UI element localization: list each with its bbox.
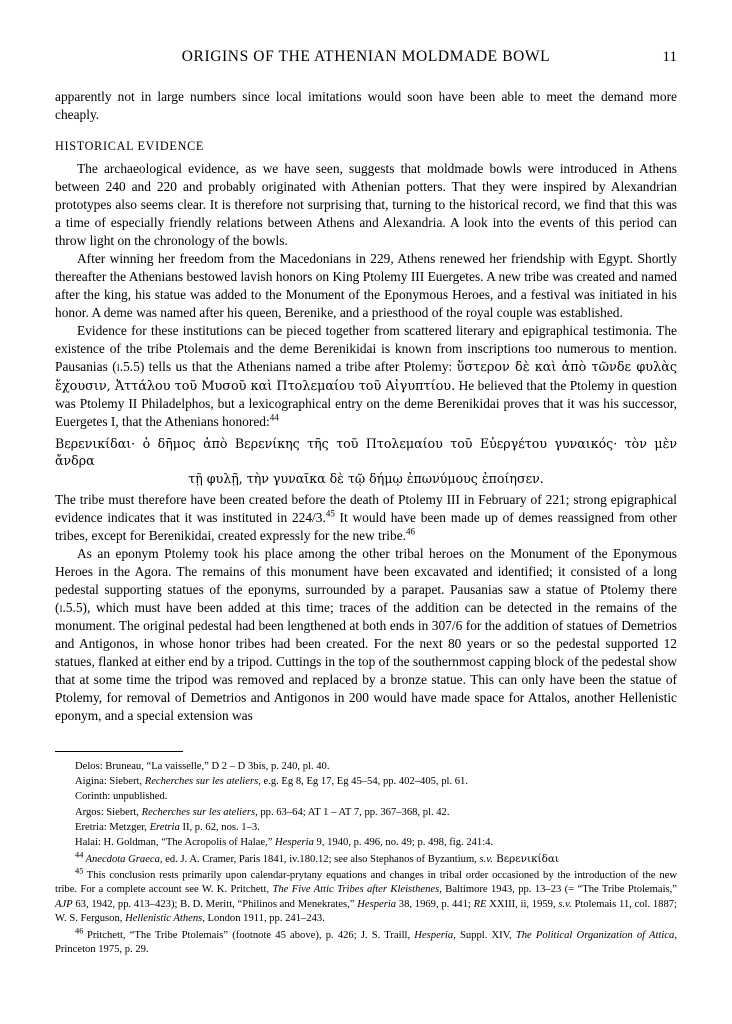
paragraph-freedom-macedonians: After winning her freedom from the Macedonians in 229, Athens renewed her friendship with Egypt. Shortly thereafter the Athenians bestowed lavish honors on King Ptolemy III Euergetes. A new tribe was created and named after the king, his statue was added to the Monument of the Eponymous Heroes, and a festival was initiated in his honor. A deme was named after his queen, Berenike, and a priesthood of the royal couple was established.: [55, 251, 677, 321]
paragraph-eponym-monument: [55, 545, 677, 725]
para4-part-b: It would have been made up of demes reassigned from other tribes, except for Berenikidai, created expressly for the new tribe.: [55, 510, 677, 544]
para3-part-b: tells us that the Athenians named a tribe after Ptolemy:: [144, 359, 457, 375]
footnote-45: [55, 866, 677, 927]
paragraph-institutions-evidence: [55, 322, 677, 431]
footnote-separator-rule: [55, 751, 183, 752]
note-fragment: Ptolemais 11, col. 1887; W. S. Ferguson,: [55, 898, 677, 925]
page-header: [55, 48, 677, 66]
note-fragment: XXIII, ii, 1959,: [486, 898, 559, 910]
para5-part-b: , which must have been added at this time; traces of the addition can be detected in the remains of the monument. The original pedestal had been lengthened at both ends in 307/6 for the addition of statues of Demetrios and Antigonos, in whose honor tribes had been created. For the next 80 years or so the pedestal supported 12 statues, flanked at either end by a tripod. Cuttings in the top of the southernmost capping block of the pedestal show that at some time the tripod was removed and replaced by a bronze statue. This can only have been the statue of Ptolemy, for removal of Demetrios and Antigonos in 200 would have made space for Attalos, another Hellenistic eponym, and a special extension was: [55, 600, 677, 724]
paragraph-tribe-creation: [55, 491, 677, 545]
note-fragment: Princeton 1975, p. 29.: [55, 944, 149, 956]
note-fragment: Corinth: unpublished.: [75, 791, 168, 803]
note-fragment: Hellenistic Athens,: [125, 913, 205, 925]
note-fragment: Hesperia,: [414, 929, 456, 941]
note-fragment: RE: [473, 898, 487, 910]
greek-quote-line-1: Βερενικίδαι· ὁ δῆμος ἀπὸ Βερενίκης τῆς τοῦ Πτολεμαίου τοῦ Εὐεργέτου γυναικός· τὸν μὲν ἄνδρα: [55, 435, 677, 469]
article-body: [55, 88, 677, 725]
para4-part-a: The tribe must therefore have been created before the death of Ptolemy III in February of 221; strong epigraphical evidence indicates that it was instituted in 224/3.: [55, 492, 677, 526]
running-title: ORIGINS OF THE ATHENIAN MOLDMADE BOWL: [181, 48, 551, 65]
paragraph-continued: apparently not in large numbers since local imitations would soon have been able to meet the demand more cheaply.: [55, 89, 677, 123]
note-fragment: AJP: [55, 898, 73, 910]
note-fragment: iv.180.12;: [289, 853, 332, 865]
note-fragment: 63, 1942, pp. 413–423); B. D. Meritt, “Philinos and Menekrates,”: [72, 898, 358, 910]
note-fragment: Hesperia: [357, 898, 397, 910]
para3-part-a: Evidence for these institutions can be pieced together from scattered literary and epigraphical testimonia. The existence of the tribe Ptolemais and the deme Berenikidai is known from inscriptions too numerous to mention. Pausanias: [55, 323, 677, 375]
note-fragment: Argos: Siebert,: [75, 806, 142, 818]
note-fragment: see also Stephanos of Byzantium,: [331, 853, 480, 865]
footnote-marker-45: 45: [325, 508, 335, 519]
note-line-eretria: [55, 820, 677, 835]
note-line-aigina: [55, 774, 677, 789]
para3-citation-pausanias: (i.5.5): [112, 359, 145, 375]
note-fragment: s.v.: [558, 898, 572, 910]
note-fragment: e.g. Eg 8, Eg 17, Eg 45–54, pp. 402–405, pl. 61.: [260, 776, 468, 788]
note-fragment: Pritchett, “The Tribe Ptolemais” (footnote 45 above), p. 426; J. S. Traill,: [87, 929, 415, 941]
note-fragment: ed. J. A. Cramer, Paris 1841,: [162, 853, 290, 865]
note-fragment: Aigina: Siebert,: [75, 776, 145, 788]
note-fragment: pp. 63–64; AT 1 – AT 7, pp. 367–368, pl. 42.: [257, 806, 450, 818]
note-fragment: This conclusion rests primarily upon calendar-prytany equations and changes in tribal order occasioned by the introduction of the new tribe. For a complete account see W. K. Pritchett,: [55, 870, 677, 896]
footnote-number: 44: [75, 850, 86, 860]
footnote-marker-46: 46: [406, 526, 415, 537]
footnote-number: 45: [75, 866, 87, 876]
note-fragment: The Political Organization of Attica,: [515, 929, 677, 941]
para5-citation-pausanias: (i.5.5): [55, 600, 88, 616]
para3-greek-quote: ὕστερον δὲ καὶ ἀπὸ τῶνδε φυλὰς ἔχουσιν, Ἀττάλου τοῦ Μυσοῦ καὶ Πτολεμαίου τοῦ Αἰγυπτίου.: [55, 360, 677, 394]
footnotes-section: [55, 751, 677, 957]
footnote-44: [55, 852, 677, 867]
note-fragment: Halai: H. Goldman, “The Acropolis of Halae,”: [75, 836, 276, 848]
note-fragment: Recherches sur les ateliers,: [141, 806, 258, 818]
footnote-reference-list: [55, 759, 677, 849]
note-line-halai: [55, 835, 677, 850]
footnote-number: 46: [75, 926, 87, 936]
para3-part-c: He believed that the Ptolemy in question was Ptolemy II Philadelphos, but a lexicographical entry on the deme Berenikidai proves that it was his successor, Euergetes I, that the Athenians honored:: [55, 377, 677, 429]
page-number: 11: [662, 49, 677, 65]
note-fragment: II, p. 62, nos. 1–3.: [179, 821, 260, 833]
paragraph-archaeological-evidence: The archaeological evidence, as we have seen, suggests that moldmade bowls were introduced in Athens between 240 and 220 and probably originated with Athenian potters. That they were inspired by Alexandrian prototypes also seems clear. It is therefore not surprising that, turning to the historical record, we find that this was a time of especially friendly relations between Athens and Alexandria. A look into the events of this period can throw light on the chronology of the bowls.: [55, 161, 677, 249]
greek-block-quote: [55, 435, 677, 487]
note-line-argos: [55, 805, 677, 820]
note-fragment: Suppl. XIV,: [455, 929, 516, 941]
para5-part-a: As an eponym Ptolemy took his place among the other tribal heroes on the Monument of the Eponymous Heroes in the Agora. The remains of this monument have been excavated and identified; it consisted of a long pedestal supporting statues of the eponyms, surrounded by a parapet. Pausanias saw a statue of Ptolemy there: [55, 546, 677, 598]
greek-quote-line-2: τῇ φυλῇ, τὴν γυναῖκα δὲ τῷ δήμῳ ἐπωνύμους ἐποίησεν.: [188, 470, 544, 486]
note-fragment: s.v.: [479, 853, 493, 865]
note-fragment: Anecdota Graeca,: [85, 853, 163, 865]
note-fragment: Eretria: [149, 821, 180, 833]
footnote-46: [55, 926, 677, 958]
note-fragment: Recherches sur les ateliers,: [144, 776, 261, 788]
note-fragment: Baltimore 1943, pp. 13–23 (= “The Tribe Ptolemais,”: [441, 884, 677, 896]
note-fragment: London 1911, pp. 241–243.: [204, 913, 325, 925]
note-fragment: The Five Attic Tribes after Kleisthenes,: [272, 884, 442, 896]
note-line-corinth: [55, 789, 677, 804]
footnote-marker-44: 44: [269, 412, 279, 423]
note-fragment: Delos: Bruneau, “La vaisselle,” D 2 – D 3bis, p. 240, pl. 40.: [75, 761, 330, 773]
note-line-delos: [55, 759, 677, 774]
note-fragment: Βερενικίδαι: [492, 852, 559, 865]
note-fragment: 38, 1969, p. 441;: [396, 898, 474, 910]
note-fragment: 9, 1940, p. 496, no. 49; p. 498, fig. 241:4.: [313, 836, 494, 848]
note-fragment: Eretria: Metzger,: [75, 821, 150, 833]
note-fragment: Hesperia: [275, 836, 314, 848]
section-heading: HISTORICAL EVIDENCE: [55, 139, 205, 154]
